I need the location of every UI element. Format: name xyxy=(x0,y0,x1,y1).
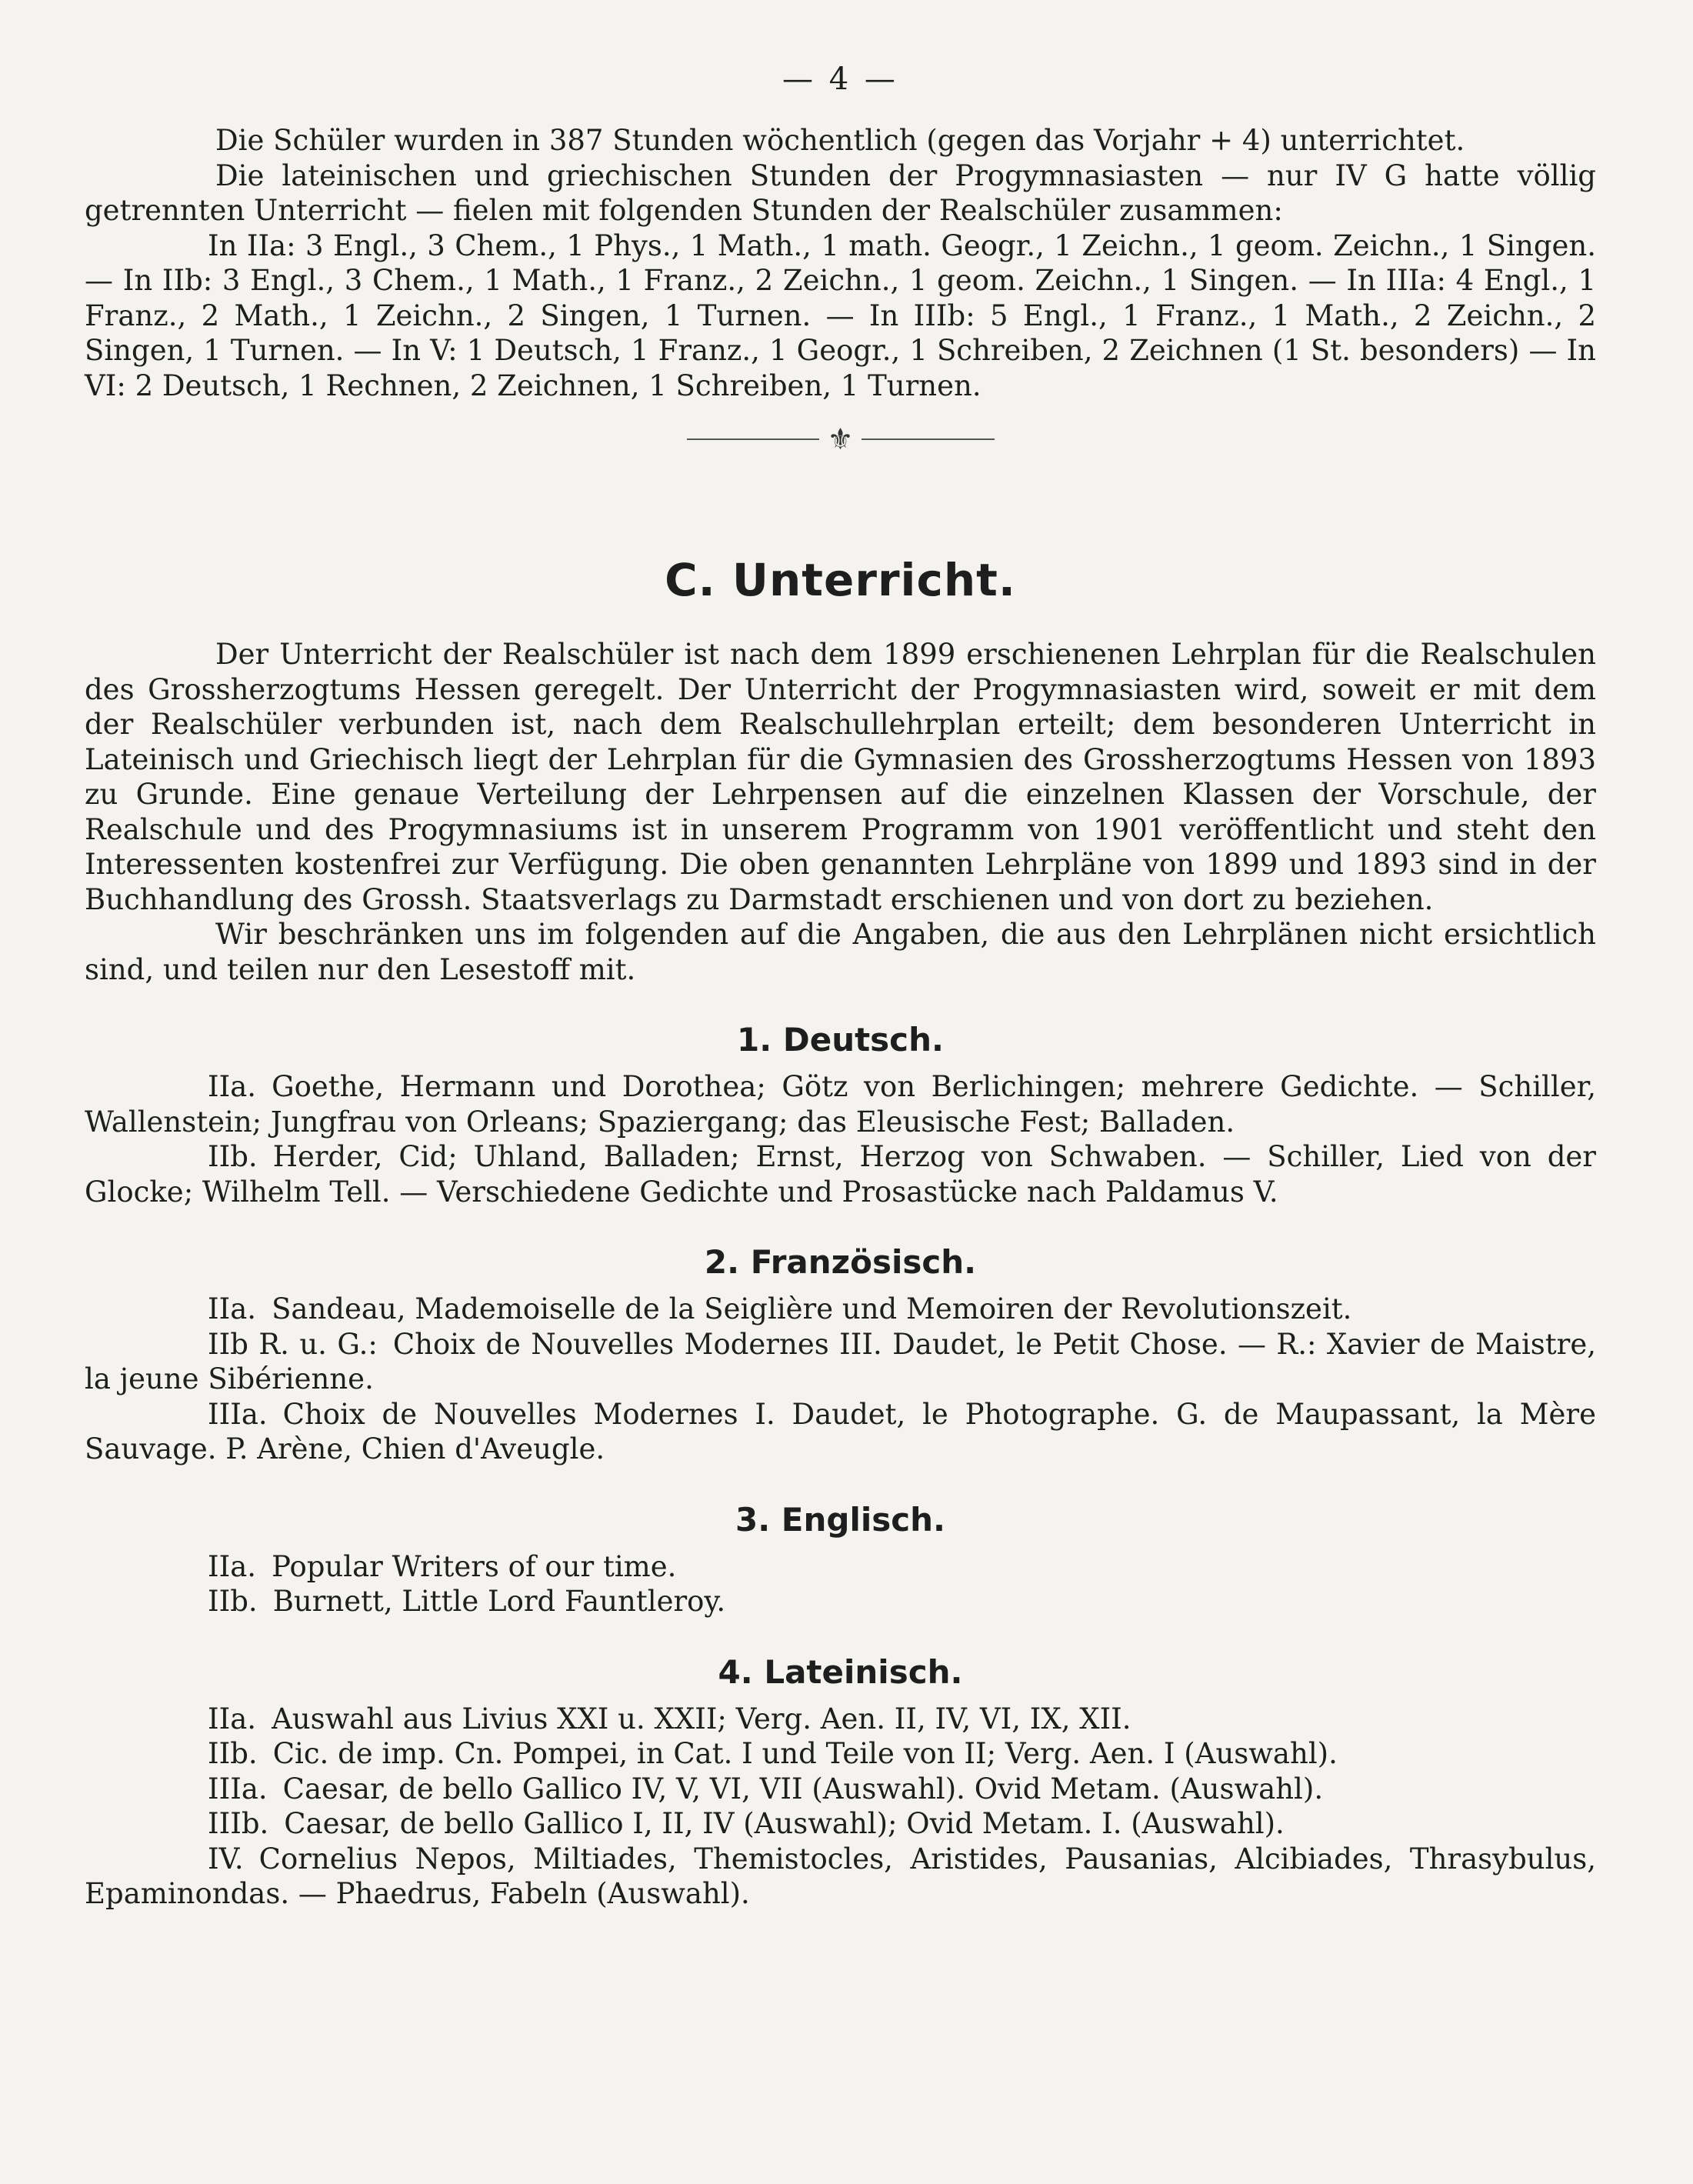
list-item xyxy=(85,1549,1596,1585)
list-item xyxy=(85,1584,1596,1619)
list-item xyxy=(85,1397,1596,1467)
subject-deutsch xyxy=(85,1021,1596,1209)
intro-paragraph-3: In IIa: 3 Engl., 3 Chem., 1 Phys., 1 Math., 1 math. Geogr., 1 Zeichn., 1 geom. Zeichn., 1 Singen. — In IIb: 3 Engl., 3 Chem., 1 Math., 1 Franz., 2 Zeichn., 1 geom. Zeichn., 1 Singen. — In IIIa: 4 Engl., 1 Franz., 2 Math., 1 Zeichn., 2 Singen, 1 Turnen. — In IIIb: 5 Engl., 1 Franz., 1 Math., 2 Zeichn., 2 Singen, 1 Turnen. — In V: 1 Deutsch, 1 Franz., 1 Geogr., 1 Schreiben, 2 Zeichnen (1 St. besonders) — In VI: 2 Deutsch, 1 Rechnen, 2 Zeichnen, 1 Schreiben, 1 Turnen. xyxy=(85,228,1596,402)
entry-text: Sandeau, Mademoiselle de la Seiglière und Memoiren der Revolutionszeit. xyxy=(272,1292,1352,1325)
entry-text: Cornelius Nepos, Miltiades, Themistocles, Aristides, Pausanias, Alcibiades, Thrasybulus, Epaminondas. — Phaedrus, Fabeln (Auswahl). xyxy=(85,1842,1596,1910)
list-item xyxy=(85,1736,1596,1772)
section-paragraph-1: Der Unterricht der Realschüler ist nach dem 1899 erschienenen Lehrplan für die Realschulen des Grossherzogtums Hessen geregelt. Der Unterricht der Progymnasiasten wird, soweit er mit dem der Realschüler verbunden ist, nach dem Realschullehrplan erteilt; dem besonderen Unterricht in Lateinisch und Griechisch liegt der Lehrplan für die Gymnasien des Grossherzogtums Hessen von 1893 zu Grunde. Eine genaue Verteilung der Lehrpensen auf die einzelnen Klassen der Vorschule, der Realschule und des Progymnasiums ist in unserem Programm von 1901 veröffentlicht und steht den Interessenten kostenfrei zur Verfügung. Die oben genannten Lehrpläne von 1899 und 1893 sind in der Buchhandlung des Grossh. Staatsverlags zu Darmstadt erschienen und von dort zu beziehen. xyxy=(85,638,1596,916)
list-item xyxy=(85,1069,1596,1139)
subject-franzoesisch xyxy=(85,1243,1596,1467)
class-label: IV. xyxy=(208,1842,244,1876)
subject-englisch xyxy=(85,1501,1596,1619)
entry-text: Caesar, de bello Gallico IV, V, VI, VII (Auswahl). Ovid Metam. (Auswahl). xyxy=(282,1772,1324,1806)
entry-text: Popular Writers of our time. xyxy=(272,1549,677,1583)
list-item xyxy=(85,1139,1596,1209)
document-page xyxy=(85,62,1596,2139)
class-label: IIIb. xyxy=(208,1807,269,1840)
ornament-divider xyxy=(687,422,995,456)
entry-text: Choix de Nouvelles Modernes III. Daudet, le Petit Chose. — R.: Xavier de Maistre, la jeune Sibérienne. xyxy=(85,1327,1596,1395)
fleur-de-lis-icon: ⚜ xyxy=(827,422,854,456)
entry-text: Herder, Cid; Uhland, Balladen; Ernst, Herzog von Schwaben. — Schiller, Lied von der Glocke; Wilhelm Tell. — Verschiedene Gedichte und Prosastücke nach Paldamus V. xyxy=(85,1140,1596,1209)
intro-paragraph-1: Die Schüler wurden in 387 Stunden wöchentlich (gegen das Vorjahr + 4) unterrichtet. xyxy=(215,124,1465,157)
list-item xyxy=(85,1842,1596,1912)
entry-text: Choix de Nouvelles Modernes I. Daudet, le Photographe. G. de Maupassant, la Mère Sauvage. P. Arène, Chien d'Aveugle. xyxy=(85,1397,1596,1465)
ornament-line-right xyxy=(861,438,995,440)
intro-paragraph-2: Die lateinischen und griechischen Stunden der Progymnasiasten — nur IV G hatte völlig getrennten Unterricht — fielen mit folgenden Stunden der Realschüler zusammen: xyxy=(85,158,1596,227)
subject-lateinisch xyxy=(85,1653,1596,1912)
class-label: IIIa. xyxy=(208,1772,268,1806)
class-label: IIb. xyxy=(208,1737,258,1770)
class-label: IIa. xyxy=(208,1702,257,1736)
class-label: IIIa. xyxy=(208,1397,268,1431)
entry-text: Auswahl aus Livius XXI u. XXII; Verg. Aen. II, IV, VI, IX, XII. xyxy=(272,1702,1131,1736)
class-label: IIa. xyxy=(208,1292,257,1325)
entry-text: Burnett, Little Lord Fauntleroy. xyxy=(272,1585,726,1618)
subject-title: 2. Französisch. xyxy=(704,1243,977,1281)
entry-text: Cic. de imp. Cn. Pompei, in Cat. I und Teile von II; Verg. Aen. I (Auswahl). xyxy=(272,1737,1338,1770)
list-item xyxy=(85,1772,1596,1807)
class-label: IIb. xyxy=(208,1585,258,1618)
section-title: C. Unterricht. xyxy=(665,554,1016,606)
subject-title: 3. Englisch. xyxy=(735,1500,945,1539)
section-paragraph-2: Wir beschränken uns im folgenden auf die Angaben, die aus den Lehrplänen nicht ersichtlich sind, und teilen nur den Lesestoff mit. xyxy=(85,918,1596,986)
list-item xyxy=(85,1327,1596,1397)
list-item xyxy=(85,1702,1596,1737)
list-item xyxy=(85,1292,1596,1327)
subject-title: 1. Deutsch. xyxy=(737,1021,944,1059)
entry-text: Caesar, de bello Gallico I, II, IV (Auswahl); Ovid Metam. I. (Auswahl). xyxy=(284,1807,1285,1840)
page-number: — 4 — xyxy=(782,62,898,97)
ornament-line-left xyxy=(687,438,820,440)
class-label: IIa. xyxy=(208,1070,257,1103)
entry-text: Goethe, Hermann und Dorothea; Götz von Berlichingen; mehrere Gedichte. — Schiller, Wallenstein; Jungfrau von Orleans; Spaziergang; das Eleusische Fest; Balladen. xyxy=(85,1070,1596,1139)
class-label: IIa. xyxy=(208,1549,257,1583)
list-item xyxy=(85,1806,1596,1842)
class-label: IIb. xyxy=(208,1140,258,1173)
class-label: IIb R. u. G.: xyxy=(208,1327,378,1361)
subject-title: 4. Lateinisch. xyxy=(718,1652,963,1691)
